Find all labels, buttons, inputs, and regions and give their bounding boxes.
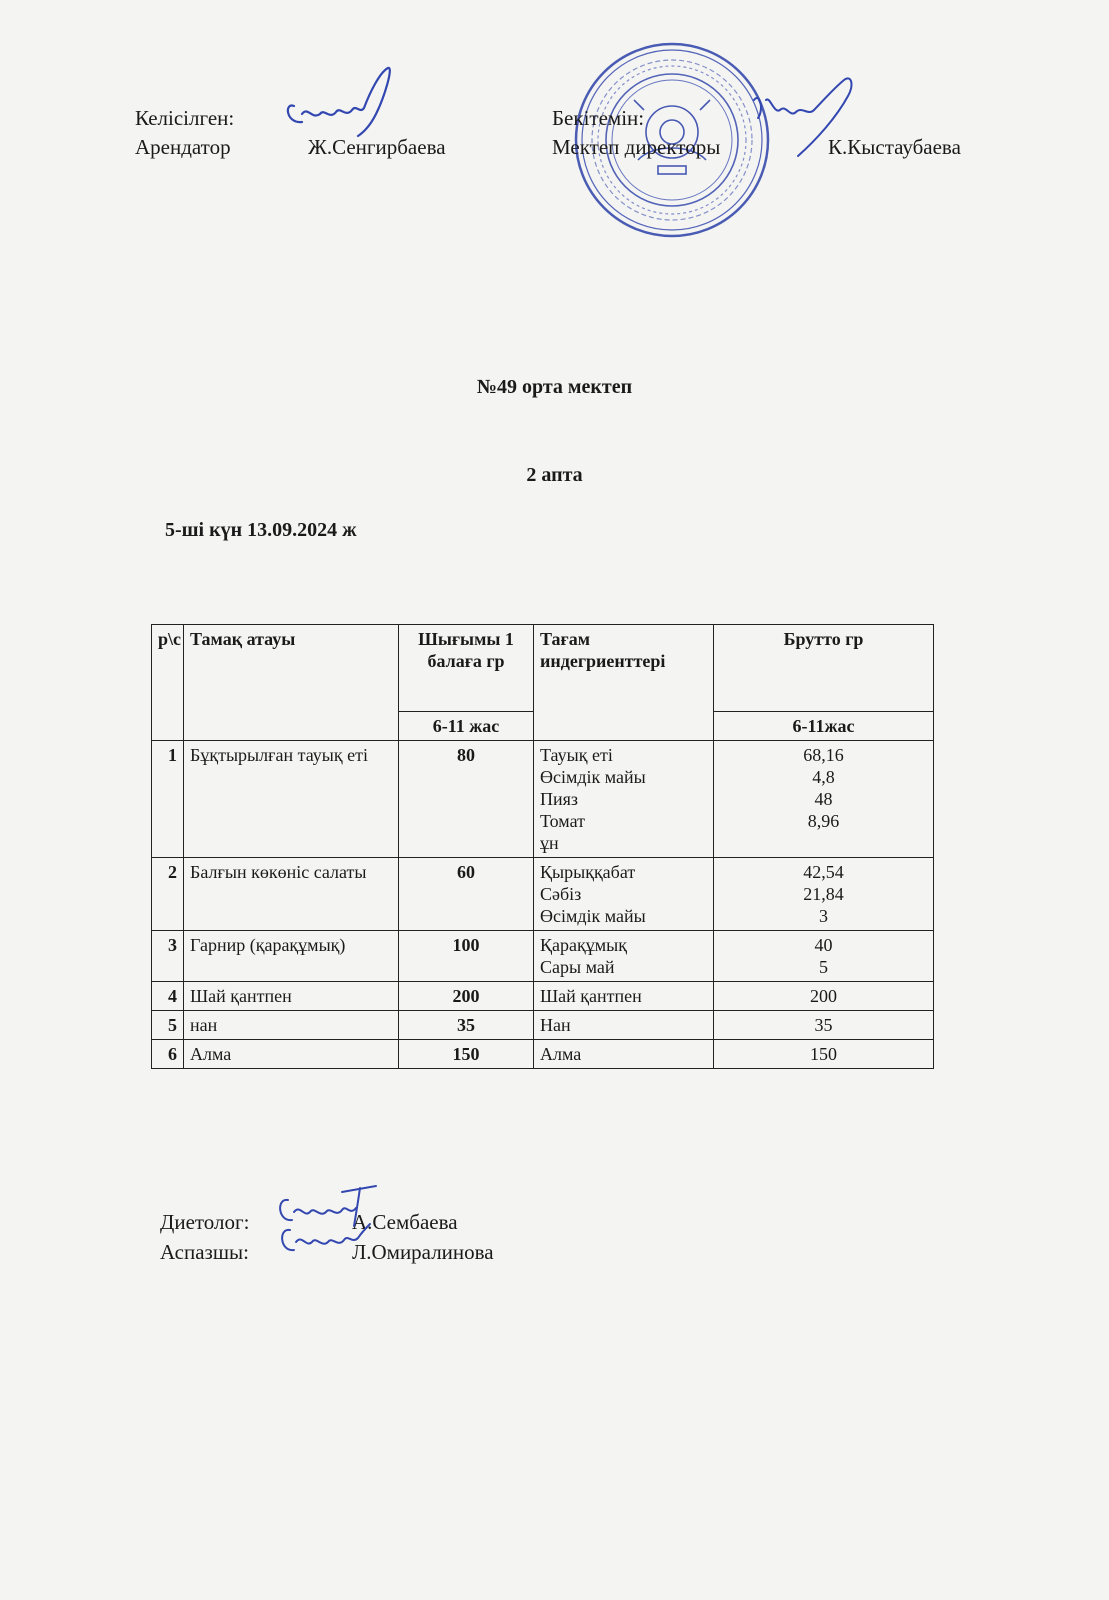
director-signature — [740, 70, 870, 160]
header-yield: Шығымы 1 балаға гр — [399, 625, 534, 712]
row-brutto: 150 — [714, 1040, 934, 1069]
row-yield: 150 — [399, 1040, 534, 1069]
row-dish: Шай қантпен — [184, 982, 399, 1011]
row-brutto: 40 5 — [714, 931, 934, 982]
row-dish: Бұқтырылған тауық еті — [184, 741, 399, 858]
lessee-name: Ж.Сенгирбаева — [308, 135, 446, 159]
header-brutto: Брутто гр — [714, 625, 934, 712]
row-brutto: 35 — [714, 1011, 934, 1040]
row-dish: Гарнир (қарақұмық) — [184, 931, 399, 982]
row-brutto: 68,16 4,8 48 8,96 — [714, 741, 934, 858]
header-num: р\с — [152, 625, 184, 741]
header-age-yield: 6-11 жас — [399, 712, 534, 741]
row-yield: 80 — [399, 741, 534, 858]
agreed-label: Келісілген: — [135, 106, 235, 130]
row-dish: Балғын көкөніс салаты — [184, 858, 399, 931]
table-row — [152, 1040, 934, 1069]
row-dish: нан — [184, 1011, 399, 1040]
row-yield: 100 — [399, 931, 534, 982]
cook-label: Аспазшы: — [160, 1240, 249, 1264]
row-num: 5 — [152, 1011, 184, 1040]
row-num: 3 — [152, 931, 184, 982]
menu-table — [151, 624, 934, 1069]
row-ingredients: Нан — [534, 1011, 714, 1040]
row-ingredients: Тауық еті Өсімдік майы Пияз Томат ұн — [534, 741, 714, 858]
cook-name: Л.Омиралинова — [352, 1240, 494, 1264]
lessee-signature — [280, 62, 400, 142]
table-row — [152, 858, 934, 931]
header-dish: Тамақ атауы — [184, 625, 399, 741]
director-label: Мектеп директоры — [552, 135, 721, 159]
row-num: 4 — [152, 982, 184, 1011]
table-row — [152, 931, 934, 982]
table-row — [152, 1011, 934, 1040]
row-yield: 200 — [399, 982, 534, 1011]
row-brutto: 42,54 21,84 3 — [714, 858, 934, 931]
dietitian-label: Диетолог: — [160, 1210, 250, 1234]
table-row — [152, 982, 934, 1011]
row-dish: Алма — [184, 1040, 399, 1069]
dietitian-name: А.Сембаева — [352, 1210, 458, 1234]
row-brutto: 200 — [714, 982, 934, 1011]
row-ingredients: Алма — [534, 1040, 714, 1069]
lessee-label: Арендатор — [135, 135, 231, 159]
row-yield: 60 — [399, 858, 534, 931]
row-num: 1 — [152, 741, 184, 858]
table-header-row — [152, 625, 934, 712]
row-num: 2 — [152, 858, 184, 931]
header-age-brutto: 6-11жас — [714, 712, 934, 741]
school-title: №49 орта мектеп — [476, 376, 633, 398]
week-title: 2 апта — [526, 464, 583, 486]
director-name: К.Кыстаубаева — [828, 135, 961, 159]
approved-label: Бекітемін: — [552, 106, 645, 130]
cook-signature — [272, 1214, 372, 1264]
row-ingredients: Шай қантпен — [534, 982, 714, 1011]
row-ingredients: Қарақұмық Сары май — [534, 931, 714, 982]
header-ingredients: Тағам индегриенттері — [534, 625, 714, 741]
row-yield: 35 — [399, 1011, 534, 1040]
table-row — [152, 741, 934, 858]
row-ingredients: Қырыққабат Сәбіз Өсімдік майы — [534, 858, 714, 931]
day-title: 5-ші күн 13.09.2024 ж — [165, 519, 357, 541]
row-num: 6 — [152, 1040, 184, 1069]
